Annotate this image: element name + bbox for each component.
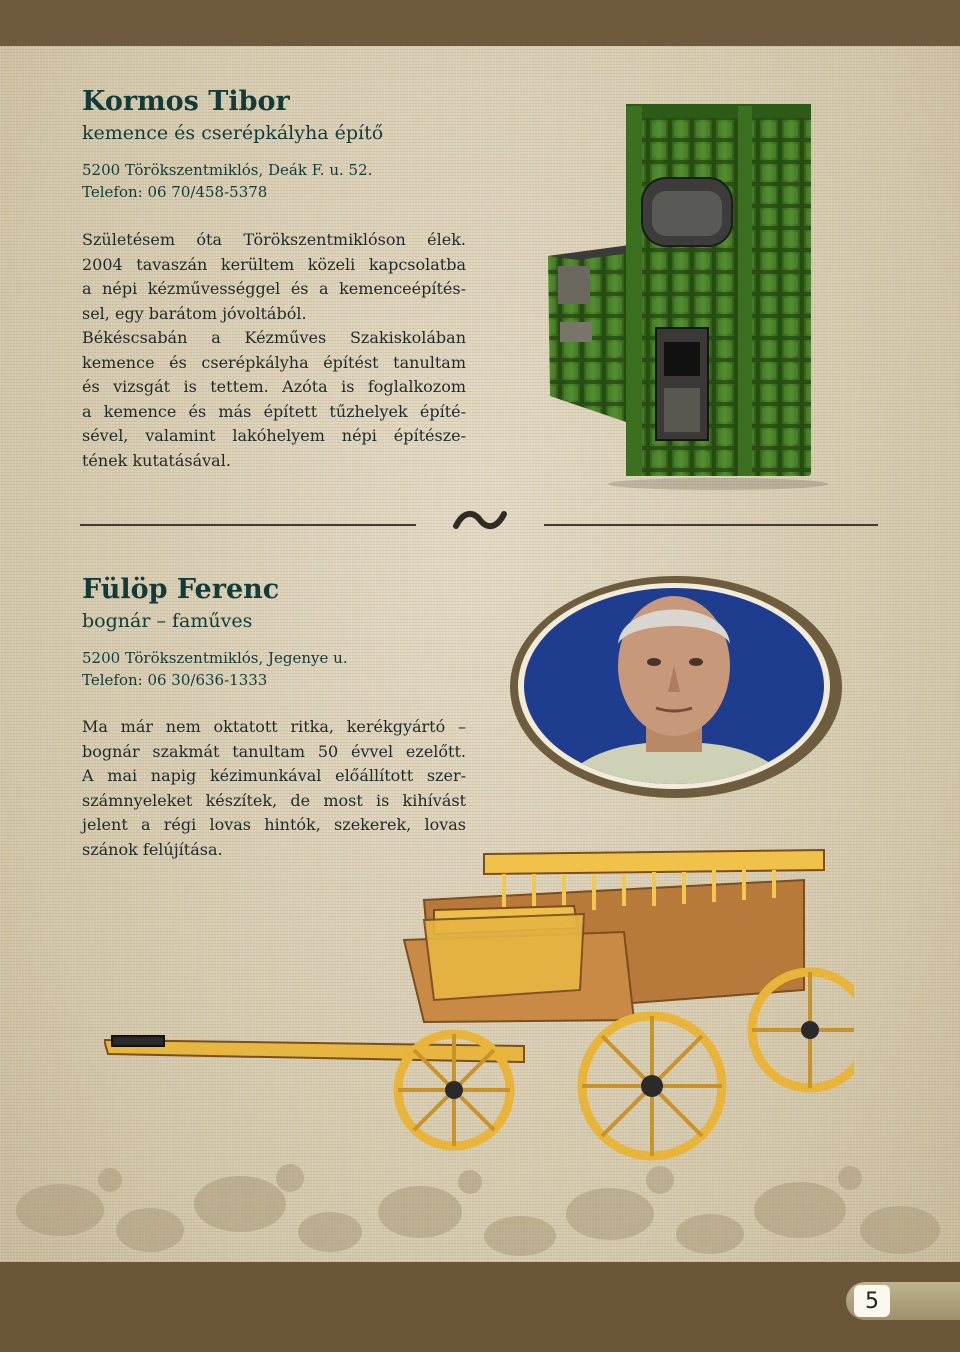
person1-address: 5200 Törökszentmiklós, Deák F. u. 52. xyxy=(82,161,373,179)
bottom-band xyxy=(0,1262,960,1352)
bio-line: sel, egy barátom jóvoltából. xyxy=(82,303,307,323)
page-number-tab xyxy=(846,1282,960,1320)
bio-line: Békéscsabán a Kézműves Szakiskolában xyxy=(82,328,466,347)
tiled-stove-image xyxy=(538,96,828,491)
bio-line: tének kutatásával. xyxy=(82,450,231,470)
bio-line: a kemence és más épített tűzhelyek építé- xyxy=(82,401,466,421)
folk-floral-ornament xyxy=(0,1120,960,1270)
bio-line: számnyeleket készítek, de most is kihívást xyxy=(82,790,466,810)
person2-phone: Telefon: 06 30/636-1333 xyxy=(82,671,268,689)
bio-line: 2004 tavaszán kerültem közeli kapcsolatba xyxy=(82,254,466,274)
bio-line: a népi kézművességgel és a kemenceépítés- xyxy=(82,279,466,298)
person2-address: 5200 Törökszentmiklós, Jegenye u. xyxy=(82,649,348,667)
bio-line: Ma már nem oktatott ritka, kerékgyártó – xyxy=(82,717,466,736)
bio-line: és vizsgát is tettem. Azóta is foglalkozom xyxy=(82,377,466,396)
tilde-ornament-icon xyxy=(450,500,510,540)
bio-line: kemence és cserépkályha építést tanultam xyxy=(82,352,466,372)
person2-role: bognár – faműves xyxy=(82,610,253,632)
page-number: 5 xyxy=(854,1285,890,1317)
divider-right xyxy=(544,524,878,526)
bio-line: Születésem óta Törökszentmiklóson élek. xyxy=(82,230,466,249)
person1-phone: Telefon: 06 70/458-5378 xyxy=(82,183,268,201)
top-band xyxy=(0,0,960,46)
divider-left xyxy=(80,524,416,526)
bio-line: szánok felújítása. xyxy=(82,839,223,859)
portrait-photo xyxy=(506,574,846,800)
bio-line: sével, valamint lakóhelyem népi építésze- xyxy=(82,426,466,445)
person1-role: kemence és cserépkályha építő xyxy=(82,122,384,144)
bio-line: A mai napig kézimunkával előállított szer- xyxy=(82,766,466,785)
bio-line: jelent a régi lovas hintók, szekerek, lovas xyxy=(82,815,466,834)
person1-name: Kormos Tibor xyxy=(82,86,290,117)
bio-line: bognár szakmát tanultam 50 évvel ezelőtt. xyxy=(82,741,466,761)
person1-bio xyxy=(82,228,466,473)
person2-name: Fülöp Ferenc xyxy=(82,574,280,605)
